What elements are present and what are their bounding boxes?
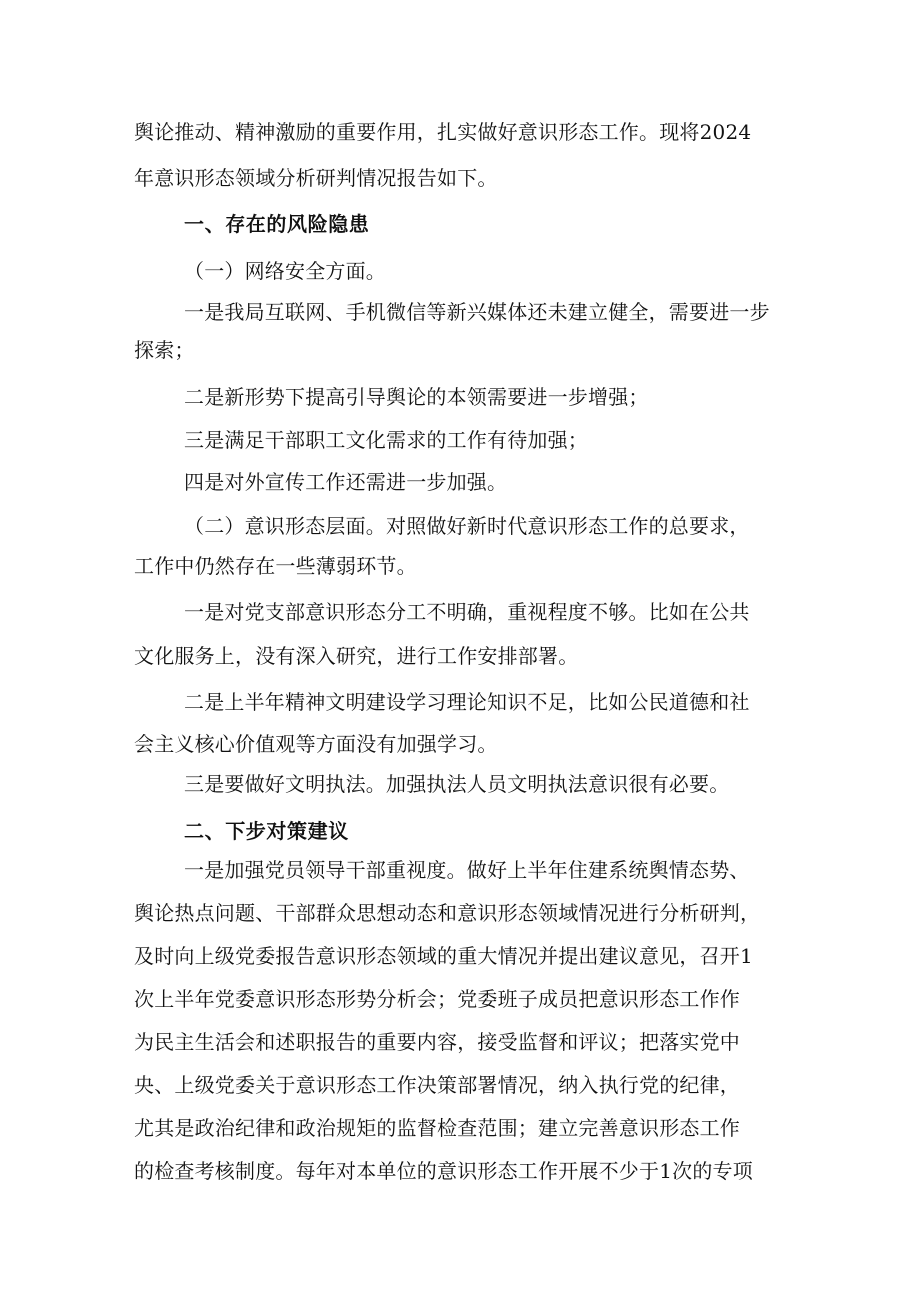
intro-line-1: 舆论推动、精神激励的重要作用，扎实做好意识形态工作。现将2024: [134, 120, 752, 144]
measure-para-line-4: 次上半年党委意识形态形势分析会；党委班子成员把意识形态工作作: [134, 987, 740, 1011]
measure-para-line-3: 及时向上级党委报告意识形态领域的重大情况并提出建议意见，召开1: [134, 944, 753, 968]
measure-para-line-2: 舆论热点问题、干部群众思想动态和意识形态领域情况进行分析研判，: [134, 901, 761, 925]
ideology-item-1-line-1: 一是对党支部意识形态分工不明确，重视程度不够。比如在公共: [184, 600, 750, 624]
risk-item-1-line-2: 探索；: [134, 338, 195, 362]
ideology-item-2-line-1: 二是上半年精神文明建设学习理论知识不足，比如公民道德和社: [184, 690, 750, 714]
ideology-item-2-line-2: 会主义核心价值观等方面没有加强学习。: [134, 732, 498, 756]
section-1-heading: 一、存在的风险隐患: [184, 212, 370, 236]
intro-line-2: 年意识形态领域分析研判情况报告如下。: [134, 166, 498, 190]
section-2-heading: 二、下步对策建议: [184, 819, 349, 843]
subsection-1-heading: （一）网络安全方面。: [184, 259, 386, 283]
measure-para-line-8: 的检查考核制度。每年对本单位的意识形态工作开展不少于1次的专项: [134, 1159, 753, 1183]
ideology-item-1-line-2: 文化服务上，没有深入研究，进行工作安排部署。: [134, 644, 579, 668]
subsection-2-line-2: 工作中仍然存在一些薄弱环节。: [134, 554, 417, 578]
measure-para-line-5: 为民主生活会和述职报告的重要内容，接受监督和评议；把落实党中: [134, 1030, 740, 1054]
subsection-2-line-1: （二）意识形态层面。对照做好新时代意识形态工作的总要求，: [184, 514, 750, 538]
measure-para-line-1: 一是加强党员领导干部重视度。做好上半年住建系统舆情态势、: [184, 858, 750, 882]
risk-item-1-line-1: 一是我局互联网、手机微信等新兴媒体还未建立健全，需要进一步: [184, 300, 770, 324]
risk-item-2: 二是新形势下提高引导舆论的本领需要进一步增强；: [184, 385, 649, 409]
risk-item-4: 四是对外宣传工作还需进一步加强。: [184, 470, 508, 494]
ideology-item-3: 三是要做好文明执法。加强执法人员文明执法意识很有必要。: [184, 772, 730, 796]
measure-para-line-6: 央、上级党委关于意识形态工作决策部署情况，纳入执行党的纪律，: [134, 1073, 740, 1097]
risk-item-3: 三是满足干部职工文化需求的工作有待加强；: [184, 428, 588, 452]
measure-para-line-7: 尤其是政治纪律和政治规矩的监督检查范围；建立完善意识形态工作: [134, 1116, 740, 1140]
